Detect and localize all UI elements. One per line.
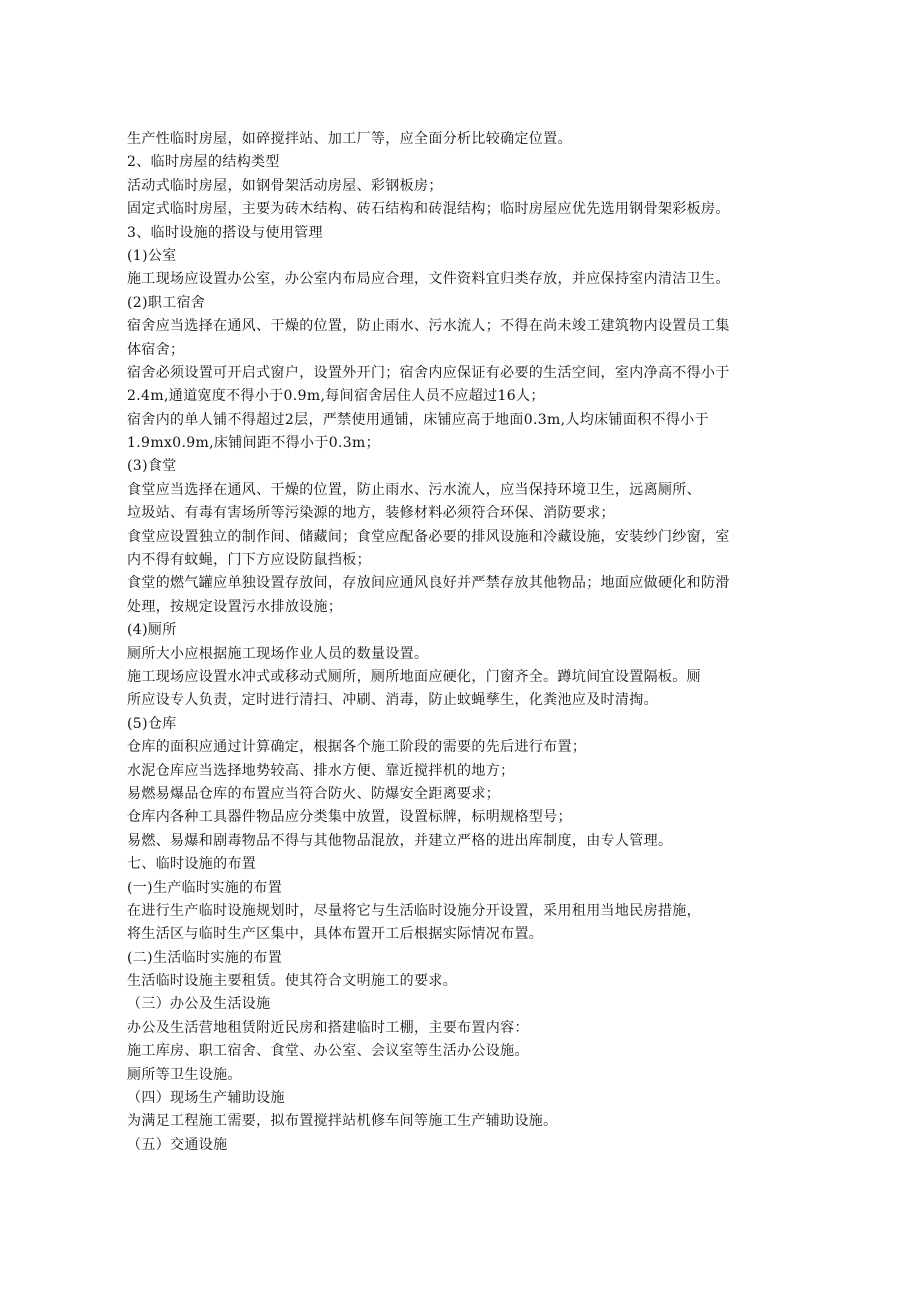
text-line: 内不得有蚊蝇，门下方应设防鼠挡板； bbox=[127, 552, 371, 569]
text-line: 2.4m,通道宽度不得小于0.9m,每间宿舍居住人员不应超过16人； bbox=[127, 388, 545, 405]
text-line: 厕所大小应根据施工现场作业人员的数量设置。 bbox=[127, 645, 429, 662]
text-line: 宿舍应当选择在通风、干燥的位置，防止雨水、污水流人；不得在尚未竣工建筑物内设置员工集 bbox=[127, 318, 730, 335]
text-line: 食堂应设置独立的制作间、储藏间；食堂应配备必要的排风设施和冷藏设施，安装纱门纱窗，室 bbox=[127, 528, 730, 545]
subsection-heading: (5)仓库 bbox=[127, 715, 177, 732]
subsection-heading: （四）现场生产辅助设施 bbox=[127, 1090, 285, 1107]
text-line: 宿舍内的单人铺不得超过2层，严禁使用通铺，床铺应高于地面0.3m,人均床铺面积不得小于 bbox=[127, 411, 709, 428]
text-line: 施工现场应设置水冲式或移动式厕所，厕所地面应硬化，门窗齐全。蹲坑间宜设置隔板。厕 bbox=[127, 668, 701, 685]
text-line: 为满足工程施工需要，拟布置搅拌站机修车间等施工生产辅助设施。 bbox=[127, 1113, 558, 1130]
text-line: 施工库房、职工宿舍、食堂、办公室、会议室等生活办公设施。 bbox=[127, 1043, 529, 1060]
text-line: 宿舍必须设置可开启式窗户，设置外开门；宿舍内应保证有必要的生活空间，室内净高不得小于 bbox=[127, 364, 730, 381]
text-line: 活动式临时房屋，如钢骨架活动房屋、彩钢板房； bbox=[127, 177, 443, 194]
subsection-heading: (4)厕所 bbox=[127, 622, 177, 639]
subsection-heading: (一)生产临时实施的布置 bbox=[127, 879, 283, 896]
subsection-heading: (二)生活临时实施的布置 bbox=[127, 949, 283, 966]
text-line: 固定式临时房屋，主要为砖木结构、砖石结构和砖混结构；临时房屋应优先选用钢骨架彩板房。 bbox=[127, 201, 730, 218]
text-line: 体宿舍； bbox=[127, 341, 185, 358]
text-line: 办公及生活营地租赁附近民房和搭建临时工棚，主要布置内容： bbox=[127, 1019, 529, 1036]
text-line: 施工现场应设置办公室，办公室内布局应合理，文件资料宜归类存放，并应保持室内清洁卫生。 bbox=[127, 271, 730, 288]
text-line: 生产性临时房屋，如碎搅拌站、加工厂等，应全面分析比较确定位置。 bbox=[127, 131, 572, 147]
text-line: 将生活区与临时生产区集中，具体布置开工后根据实际情况布置。 bbox=[127, 926, 544, 943]
text-line: 生活临时设施主要租赁。使其符合文明施工的要求。 bbox=[127, 973, 458, 990]
text-line: 仓库内各种工具器件物品应分类集中放置，设置标牌，标明规格型号； bbox=[127, 809, 572, 826]
text-line: 易燃易爆品仓库的布置应当符合防火、防爆安全距离要求； bbox=[127, 785, 501, 802]
text-line: 厕所等卫生设施。 bbox=[127, 1066, 242, 1083]
subsection-heading: (1)公室 bbox=[127, 247, 177, 264]
subsection-heading: (3)食堂 bbox=[127, 458, 177, 475]
section-heading: 3、临时设施的搭设与使用管理 bbox=[127, 224, 323, 241]
text-line: 处理，按规定设置污水排放设施； bbox=[127, 598, 343, 615]
text-line: 水泥仓库应当选择地势较高、排水方便、靠近搅拌机的地方； bbox=[127, 762, 515, 779]
subsection-heading: （五）交通设施 bbox=[127, 1136, 228, 1153]
subsection-heading: （三）办公及生活设施 bbox=[127, 996, 271, 1013]
text-line: 垃圾站、有毒有害场所等污染源的地方，装修材料必须符合环保、消防要求； bbox=[127, 505, 615, 522]
section-heading: 七、临时设施的布置 bbox=[127, 856, 257, 873]
text-line: 1.9mx0.9m,床铺间距不得小于0.3m； bbox=[127, 435, 381, 452]
text-line: 仓库的面积应通过计算确定，根据各个施工阶段的需要的先后进行布置； bbox=[127, 739, 587, 756]
subsection-heading: (2)职工宿舍 bbox=[127, 294, 206, 311]
section-heading: 2、临时房屋的结构类型 bbox=[127, 154, 280, 171]
text-line: 易燃、易爆和剧毒物品不得与其他物品混放，并建立严格的进出库制度，由专人管理。 bbox=[127, 832, 673, 849]
document-page bbox=[127, 128, 797, 1157]
text-line: 在进行生产临时设施规划时，尽量将它与生活临时设施分开设置，采用租用当地民房措施， bbox=[127, 902, 701, 919]
text-line: 所应设专人负责，定时进行清扫、冲刷、消毒，防止蚊蝇孳生，化粪池应及时清掏。 bbox=[127, 692, 658, 709]
text-line: 食堂应当选择在通风、干燥的位置，防止雨水、污水流人，应当保持环境卫生，远离厕所、 bbox=[127, 481, 701, 498]
text-line: 食堂的燃气罐应单独设置存放间，存放间应通风良好并严禁存放其他物品；地面应做硬化和防滑 bbox=[127, 575, 730, 592]
